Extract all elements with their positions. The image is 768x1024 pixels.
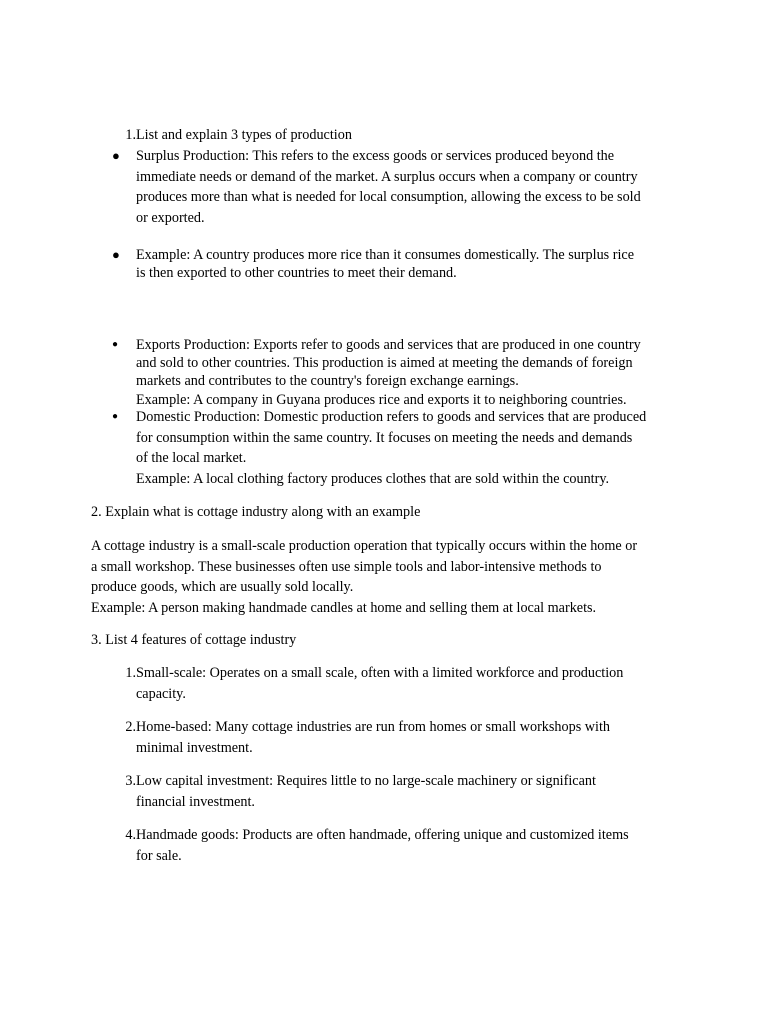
q3-item-line: financial investment. xyxy=(136,793,255,810)
q3-list-item xyxy=(125,771,681,812)
q2-answer-line: A cottage industry is a small-scale production operation that typically occurs within the home or xyxy=(91,538,638,554)
q3-item-line: Home-based: Many cottage industries are run from homes or small workshops with xyxy=(136,719,610,735)
surplus-production-item xyxy=(112,146,681,228)
q3-item-number: 2. xyxy=(125,719,136,735)
bullet-icon: ● xyxy=(112,247,120,262)
domestic-production-item xyxy=(112,407,681,489)
q3-item-line: minimal investment. xyxy=(136,739,253,756)
q3-item-line: Handmade goods: Products are often handmade, offering unique and customized items xyxy=(136,827,629,843)
q3-heading: 3. List 4 features of cottage industry xyxy=(91,632,297,648)
exports-line: Example: A company in Guyana produces rice and exports it to neighboring countries. xyxy=(136,391,627,408)
bullet-icon: ● xyxy=(112,411,119,422)
q1-number: 1. xyxy=(125,127,136,143)
surplus-line: immediate needs or demand of the market. A surplus occurs when a company or country xyxy=(136,168,638,185)
surplus-line: or exported. xyxy=(136,209,205,226)
q3-item-line: Low capital investment: Requires little to no large-scale machinery or significant xyxy=(136,773,596,789)
surplus-example-line: is then exported to other countries to meet their demand. xyxy=(136,265,457,282)
domestic-line: Domestic Production: Domestic production refers to goods and services that are produced xyxy=(136,409,647,425)
domestic-line: of the local market. xyxy=(136,450,247,466)
domestic-line: Example: A local clothing factory produces clothes that are sold within the country. xyxy=(136,470,610,487)
q3-item-number: 3. xyxy=(125,773,136,789)
q3-item-line: for sale. xyxy=(136,847,182,864)
surplus-line: produces more than what is needed for local consumption, allowing the excess to be sold xyxy=(136,189,641,205)
bullet-icon: ● xyxy=(112,148,120,163)
q3-list-item xyxy=(125,825,681,866)
q1-heading: List and explain 3 types of production xyxy=(136,127,352,143)
exports-production-item xyxy=(112,336,681,409)
q3-item-line: Small-scale: Operates on a small scale, often with a limited workforce and production xyxy=(136,665,624,681)
q2-answer xyxy=(91,536,681,618)
q3-list-item xyxy=(125,717,681,758)
q3-item-number: 1. xyxy=(125,665,136,681)
q3-list-item xyxy=(125,663,681,704)
exports-line: and sold to other countries. This production is aimed at meeting the demands of foreign xyxy=(136,355,633,372)
q3-item-line: capacity. xyxy=(136,685,186,702)
q2-answer-line: Example: A person making handmade candles at home and selling them at local markets. xyxy=(91,599,597,616)
exports-line: Exports Production: Exports refer to goods and services that are produced in one country xyxy=(136,337,641,353)
exports-line: markets and contributes to the country's foreign exchange earnings. xyxy=(136,373,519,390)
domestic-line: for consumption within the same country. It focuses on meeting the needs and demands xyxy=(136,429,633,446)
q2-heading: 2. Explain what is cottage industry along with an example xyxy=(91,504,421,520)
q1-list-item xyxy=(125,125,681,146)
surplus-example-line: Example: A country produces more rice than it consumes domestically. The surplus rice xyxy=(136,247,635,263)
q3-item-number: 4. xyxy=(125,827,136,843)
surplus-example-item xyxy=(112,246,681,282)
bullet-icon: ● xyxy=(112,339,119,350)
q2-answer-line: produce goods, which are usually sold locally. xyxy=(91,579,354,595)
surplus-line: Surplus Production: This refers to the excess goods or services produced beyond the xyxy=(136,148,615,164)
q2-answer-line: a small workshop. These businesses often use simple tools and labor-intensive methods to xyxy=(91,558,602,575)
